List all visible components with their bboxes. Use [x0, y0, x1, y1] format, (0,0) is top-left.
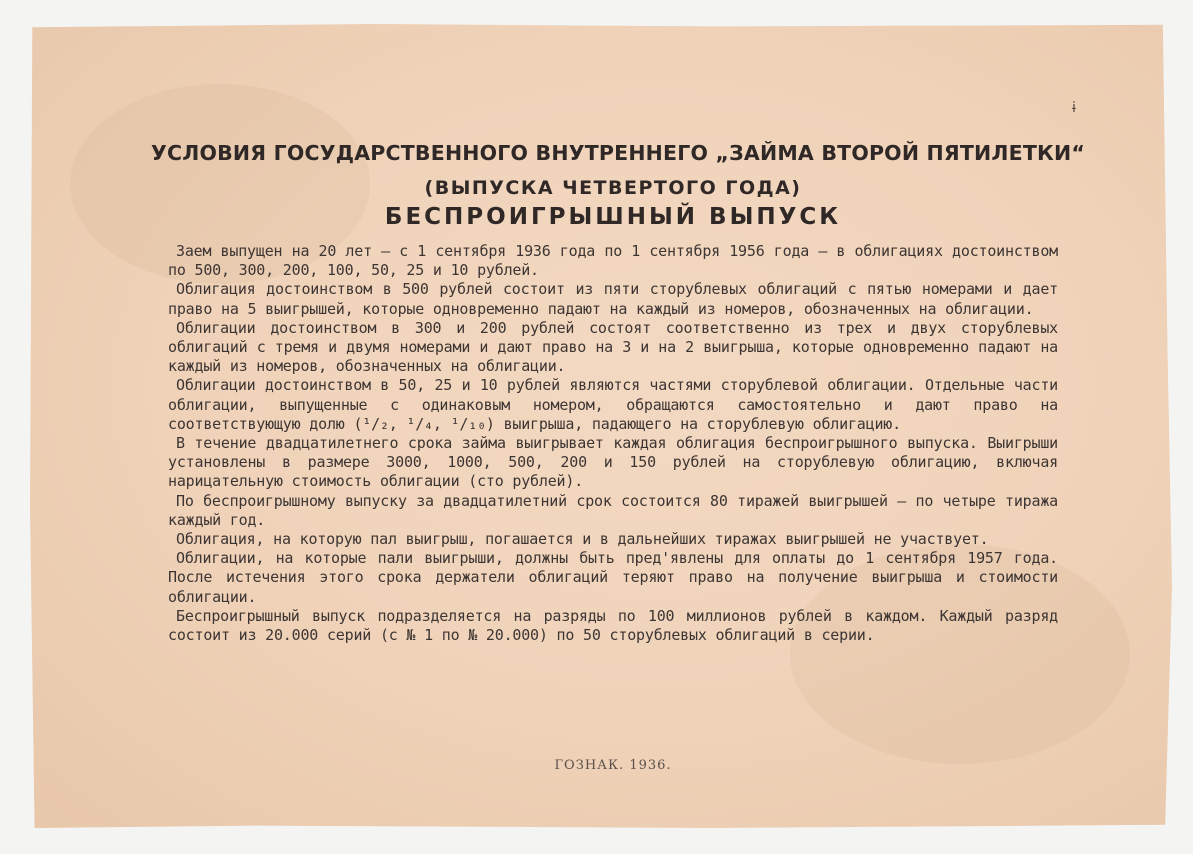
terms-paragraph: В течение двадцатилетнего срока займа выигрывает каждая облигация беспроигрышного выпуска. Выигрыши установлены в размере 3000, 1000, 500, 200 и 150 рублей на сторублевую облигацию, включая нарицательную стоимость облигации (сто рублей). — [168, 434, 1058, 491]
terms-paragraph: Беспроигрышный выпуск подразделяется на разряды по 100 миллионов рублей в каждом. Каждый разряд состоит из 20.000 серий (с № 1 по № 20.000) по 50 сторублевых облигаций в серии. — [168, 606, 1058, 645]
heading-title: УСЛОВИЯ ГОСУДАРСТВЕННОГО ВНУТРЕННЕГО „ЗАЙМА ВТОРОЙ ПЯТИЛЕТКИ“ — [151, 141, 1085, 165]
terms-paragraph: Облигации, на которые пали выигрыши, должны быть пред'явлены для оплаты до 1 сентября 1957 года. После истечения этого срока держатели облигаций теряют право на получение выигрыша и стоимости облигации. — [168, 549, 1058, 606]
terms-body — [168, 242, 1058, 645]
terms-paragraph: Заем выпущен на 20 лет — с 1 сентября 1936 года по 1 сентября 1956 года — в облигациях достоинством по 500, 300, 200, 100, 50, 25 и 10 рублей. — [168, 242, 1058, 280]
heading-subtitle: (ВЫПУСКА ЧЕТВЕРТОГО ГОДА) — [424, 177, 802, 199]
ink-speck: ɨ — [1072, 100, 1076, 116]
terms-paragraph: Облигации достоинством в 50, 25 и 10 рублей являются частями сторублевой облигации. Отдельные части облигации, выпущенные с одинаковым номером, обращаются самостоятельно и дают право на соответствующую долю (¹/₂, ¹/₄, ¹/₁₀) выигрыша, падающего на сторублевую облигацию. — [168, 376, 1058, 433]
printer-imprint: ГОЗНАК. 1936. — [554, 758, 672, 773]
terms-paragraph: Облигация, на которую пал выигрыш, погашается и в дальнейших тиражах выигрышей не участвует. — [176, 530, 989, 549]
terms-paragraph: По беспроигрышному выпуску за двадцатилетний срок состоится 80 тиражей выигрышей — по четыре тиража каждый год. — [168, 491, 1058, 529]
terms-paragraph: Облигация достоинством в 500 рублей состоит из пяти сторублевых облигаций с пятью номерами и дает право на 5 выигрышей, которые одновременно падают на каждый из номеров, обозначенных на облигации. — [168, 280, 1058, 318]
bond-terms — [151, 135, 1085, 773]
heading-issue-type: БЕСПРОИГРЫШНЫЙ ВЫПУСК — [384, 204, 842, 230]
terms-paragraph: Облигации достоинством в 300 и 200 рублей состоят соответственно из трех и двух сторублевых облигаций с тремя и двумя номерами и дают право на 3 и на 2 выигрыша, которые одновременно падают на каждый из номеров, обозначенных на облигации. — [168, 318, 1058, 376]
